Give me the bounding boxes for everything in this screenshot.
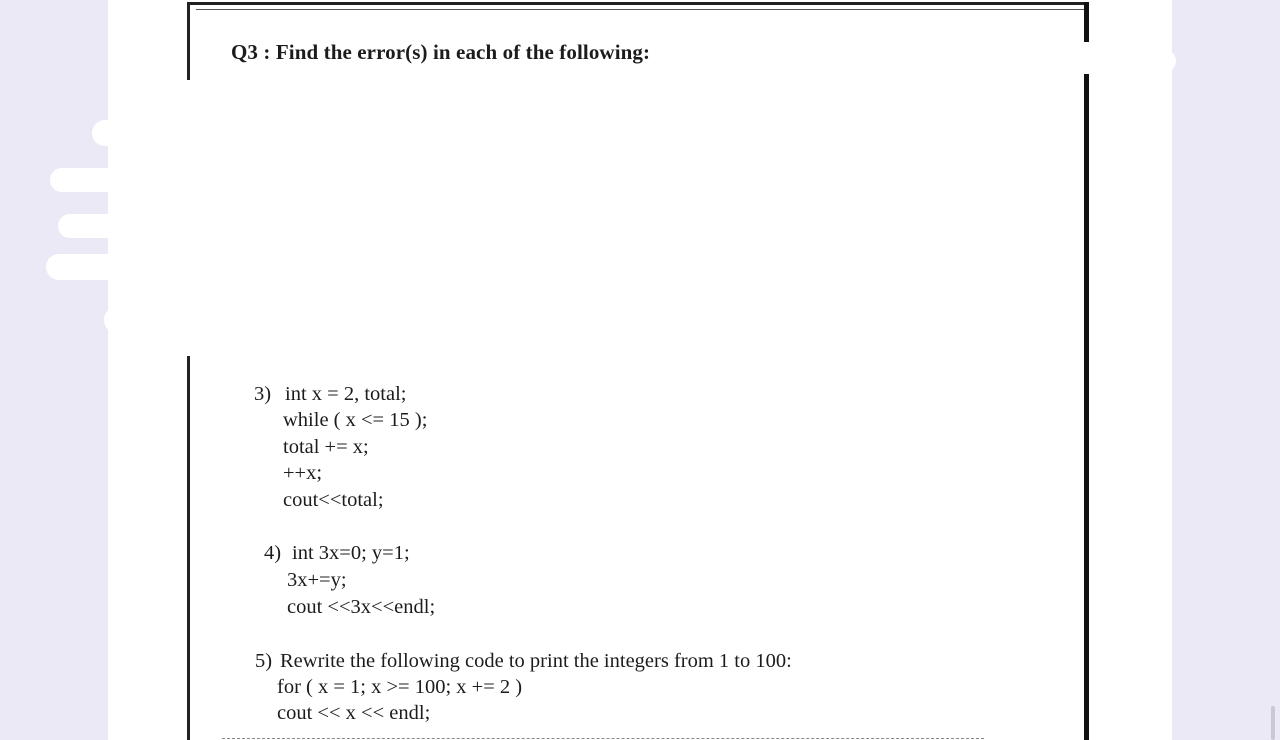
code-line: cout<<total; [283, 489, 384, 511]
frame-right-border-lower [1084, 74, 1089, 740]
scrollbar-thumb[interactable] [1271, 706, 1275, 740]
frame-left-border [187, 2, 190, 80]
frame-top-border [188, 2, 1088, 5]
code-line: while ( x <= 15 ); [283, 409, 428, 431]
code-line: int x = 2, total; [285, 383, 407, 405]
frame-left-border-lower [187, 356, 190, 740]
redacted-region [190, 80, 1082, 360]
frame-right-border [1084, 2, 1089, 42]
code-line: total += x; [283, 436, 369, 458]
redaction-smudge [58, 214, 198, 238]
question-title: Q3 : Find the error(s) in each of the following: [231, 40, 651, 64]
code-line: 3x+=y; [287, 569, 347, 591]
problem-5-instruction: Rewrite the following code to print the integers from 1 to 100: [280, 650, 792, 672]
redaction-smudge [1060, 50, 1176, 72]
redaction-smudge [46, 254, 196, 280]
code-line: cout <<3x<<endl; [287, 596, 436, 618]
redaction-smudge [92, 120, 202, 146]
redaction-smudge [104, 306, 200, 334]
frame-bottom-border [222, 738, 984, 739]
problem-3-number: 3) [254, 383, 272, 405]
problem-5-number: 5) [255, 650, 273, 672]
frame-inner-border [196, 9, 1084, 10]
code-line: ++x; [283, 462, 323, 484]
code-line: for ( x = 1; x >= 100; x += 2 ) [277, 676, 523, 698]
code-line: int 3x=0; y=1; [292, 542, 410, 564]
code-line: cout << x << endl; [277, 702, 431, 724]
problem-4-number: 4) [264, 542, 282, 564]
redaction-smudge [50, 168, 200, 192]
